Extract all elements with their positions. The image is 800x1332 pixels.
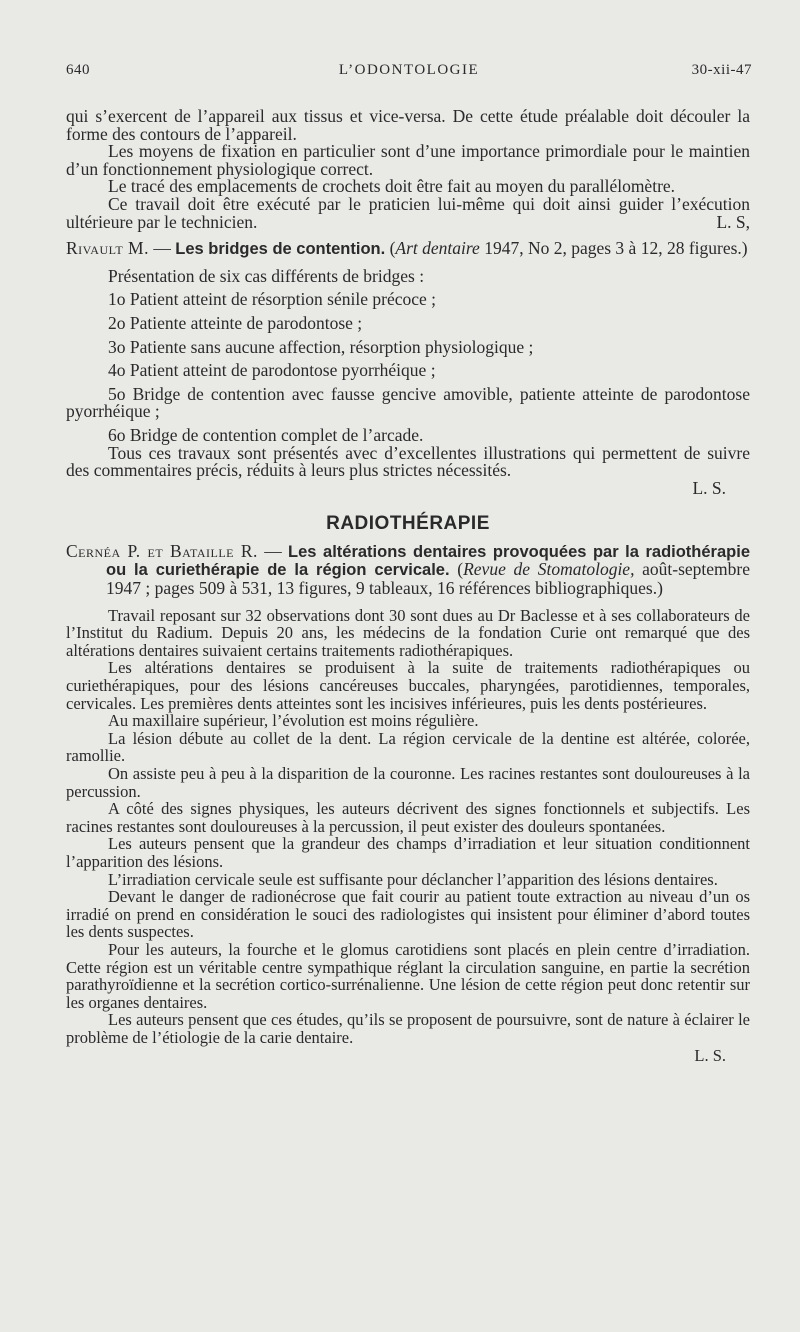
review-2-paragraph-5: On assiste peu à peu à la disparition de la couronne. Les racines restantes sont douloureuses à la percussion.	[66, 764, 750, 801]
review-2-paragraph-3: Au maxillaire supérieur, l’évolution est moins régulière.	[108, 711, 479, 731]
intro-paragraph-2: Les moyens de fixation en particulier sont d’une importance primordiale pour le maintien d’un fonctionnement physiologique correct.	[66, 141, 750, 179]
review-2-ref-rest: août-septembre 1947 ; pages 509 à 531, 13 figures, 9 tableaux, 16 références bibliographiques.)	[106, 559, 751, 599]
issue-date: 30-xii-47	[691, 62, 752, 78]
review-2-authors: Cernéa P. et Bataille R.	[66, 540, 258, 561]
running-header	[66, 62, 752, 84]
review-1-ref-open: (	[385, 238, 396, 259]
review-2-paragraph-1: Travail reposant sur 32 observations dont 30 sont dues au Dr Baclesse et à ses collaborateurs de l’Institut du Radium. Depuis 20 ans, les médecins de la fondation Curie ont remarqué que des altérations dentaires suivaient certains traitements radiothérapiques.	[66, 605, 750, 660]
review-2-paragraph-2: Les altérations dentaires se produisent à la suite de traitements radiothérapiques ou curiethérapiques, pour des lésions cancéreuses buccales, pharyngées, parotidiennes, temporales, cervicales. Les premières dents atteintes sont les incisives inférieures, puis les dents postérieures.	[66, 658, 750, 713]
review-1-journal: Art dentaire	[395, 238, 480, 259]
review-2-body	[66, 607, 750, 1064]
review-1-item-3: 3o Patiente sans aucune affection, résorption physiologique ;	[108, 336, 534, 357]
intro-paragraph-1: qui s’exercent de l’appareil aux tissus et vice-versa. De cette étude préalable doit découler la forme des contours de l’appareil.	[66, 106, 750, 144]
review-2-title: Les altérations dentaires provoquées par la radiothérapie ou la curiethérapie de la région cervicale.	[106, 542, 750, 580]
review-1-lead: Présentation de six cas différents de bridges :	[108, 265, 425, 286]
review-2-paragraph-7: Les auteurs pensent que la grandeur des champs d’irradiation et leur situation conditionnent l’apparition des lésions.	[66, 834, 750, 871]
intro-paragraph-4	[66, 193, 750, 232]
review-1-title: Les bridges de contention.	[175, 240, 386, 259]
review-2-dash: —	[257, 540, 289, 561]
review-1-reference	[66, 240, 750, 259]
intro-paragraph-4-text: Ce travail doit être exécuté par le praticien lui-même qui doit ainsi guider l’exécution ultérieure par le technicien.	[66, 193, 750, 232]
page-number: 640	[66, 62, 90, 78]
review-1-ref-rest: 1947, No 2, pages 3 à 12, 28 figures.)	[479, 238, 748, 259]
review-2-journal: Revue de Stomatologie,	[463, 559, 635, 580]
review-1-item-2: 2o Patiente atteinte de parodontose ;	[108, 312, 363, 333]
review-1-item-6: 6o Bridge de contention complet de l’arcade.	[108, 424, 424, 445]
review-2-paragraph-10: Pour les auteurs, la fourche et le glomus carotidiens sont placés en plein centre d’irradiation. Cette région est un véritable centre sympathique réglant la circulation sanguine, en partie la secrétion parathyroïdienne et la secrétion cortico-surrénalienne. Une lésion de cette région peut donc retentir sur les organes dentaires.	[66, 939, 750, 1012]
review-1-dash: —	[149, 238, 176, 259]
review-2-paragraph-8: L’irradiation cervicale seule est suffisante pour déclancher l’apparition des lésions dentaires.	[108, 869, 718, 889]
review-1-item-5: 5o Bridge de contention avec fausse gencive amovible, patiente atteinte de parodontose pyorrhéique ;	[66, 383, 750, 422]
intro-paragraph-3: Le tracé des emplacements de crochets doit être fait au moyen du parallélomètre.	[108, 176, 676, 197]
review-1-item-1: 1o Patient atteint de résorption sénile précoce ;	[108, 289, 437, 310]
review-1-item-4: 4o Patient atteint de parodontose pyorrhéique ;	[108, 360, 436, 381]
review-2-reference	[66, 540, 751, 599]
review-1-author: Rivault M.	[66, 238, 149, 259]
page-body	[66, 108, 750, 1064]
review-2-paragraph-11: Les auteurs pensent que ces études, qu’ils se proposent de poursuivre, sont de nature à éclairer le problème de l’étiologie de la carie dentaire.	[66, 1010, 750, 1047]
review-2-ref-open: (	[449, 559, 464, 580]
review-2-signature: L. S.	[694, 1045, 726, 1065]
review-1-closing: Tous ces travaux sont présentés avec d’excellentes illustrations qui permettent de suivre des commentaires précis, réduits à leurs plus strictes nécessités.	[66, 442, 750, 481]
review-2-paragraph-9: Devant le danger de radionécrose que fait courir au patient toute extraction au niveau d’un os irradié on prend en considération le souci des radiologistes qui insistent pour éliminer d’abord toutes les dents suspectes.	[66, 887, 750, 942]
intro-signature: L. S,	[716, 211, 750, 232]
journal-title: L’ODONTOLOGIE	[338, 62, 480, 78]
review-1-signature: L. S.	[692, 477, 726, 498]
review-2-paragraph-6: A côté des signes physiques, les auteurs décrivent des signes fonctionnels et subjectifs. Les racines restantes sont douloureuses à la percussion, il peut exister des douleurs spontanées.	[66, 799, 750, 836]
section-heading: RADIOTHÉRAPIE	[326, 513, 490, 535]
review-2-paragraph-4: La lésion débute au collet de la dent. La région cervicale de la dentine est altérée, colorée, ramollie.	[66, 728, 750, 766]
